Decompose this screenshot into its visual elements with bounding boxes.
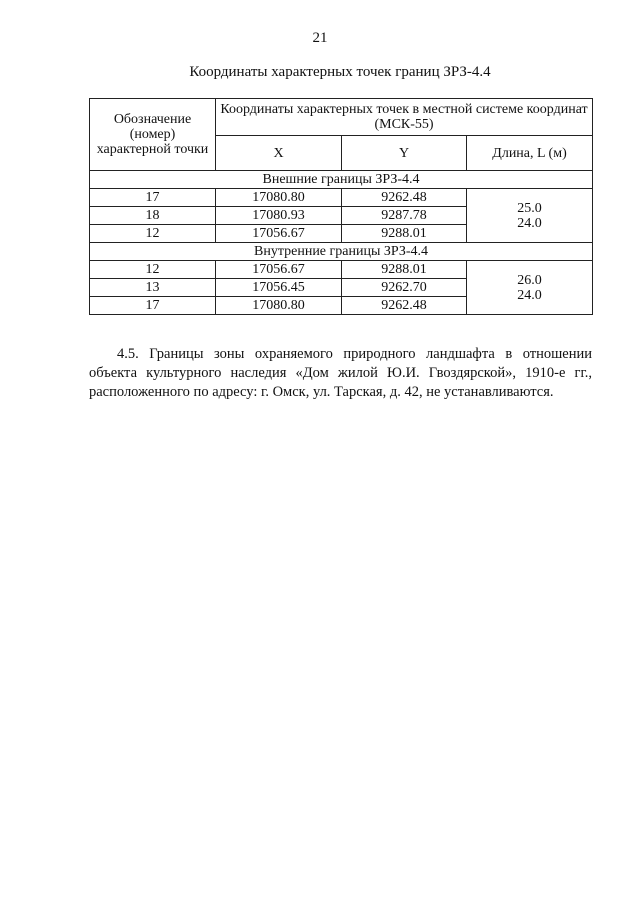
table-title: Координаты характерных точек границ ЗРЗ-4.4 — [189, 64, 491, 80]
cell-length: 24.0 — [517, 287, 542, 303]
cell-length: 26.0 — [517, 272, 542, 288]
cell-x: 17056.67 — [216, 225, 342, 243]
cell-point-id: 12 — [90, 225, 216, 243]
section-row-outer — [90, 171, 593, 189]
cell-point-id: 12 — [90, 261, 216, 279]
section-title-outer: Внешние границы ЗРЗ-4.4 — [90, 171, 593, 189]
cell-y: 9262.70 — [342, 279, 467, 297]
cell-y: 9288.01 — [342, 225, 467, 243]
header-x: X — [216, 136, 342, 171]
cell-x: 17056.45 — [216, 279, 342, 297]
cell-lengths-inner — [467, 261, 593, 315]
cell-x: 17080.93 — [216, 207, 342, 225]
table-header-row — [90, 99, 593, 136]
body-paragraph: 4.5. Границы зоны охраняемого природного ландшафта в отношении объекта культурного наследия «Дом жилой Ю.И. Гвоздярской», 1910-е гг., расположенного по адресу: г. Омск, ул. Тарская, д. 42, не устанавливаются. — [89, 345, 592, 400]
cell-y: 9262.48 — [342, 189, 467, 207]
cell-x: 17080.80 — [216, 297, 342, 315]
cell-length: 25.0 — [517, 200, 542, 216]
table-row — [90, 189, 593, 207]
cell-x: 17080.80 — [216, 189, 342, 207]
cell-x: 17056.67 — [216, 261, 342, 279]
header-length: Длина, L (м) — [467, 136, 593, 171]
cell-point-id: 13 — [90, 279, 216, 297]
page-number: 21 — [312, 30, 328, 46]
section-row-inner — [90, 243, 593, 261]
cell-y: 9287.78 — [342, 207, 467, 225]
cell-point-id: 17 — [90, 189, 216, 207]
header-coordinates: Координаты характерных точек в местной системе координат (МСК-55) — [216, 99, 593, 136]
cell-lengths-outer — [467, 189, 593, 243]
cell-length: 24.0 — [517, 215, 542, 231]
cell-point-id: 18 — [90, 207, 216, 225]
table-row — [90, 261, 593, 279]
cell-y: 9262.48 — [342, 297, 467, 315]
coordinates-table — [89, 98, 593, 315]
header-point-id: Обозначение (номер) характерной точки — [90, 99, 216, 171]
cell-y: 9288.01 — [342, 261, 467, 279]
section-title-inner: Внутренние границы ЗРЗ-4.4 — [90, 243, 593, 261]
header-y: Y — [342, 136, 467, 171]
cell-point-id: 17 — [90, 297, 216, 315]
